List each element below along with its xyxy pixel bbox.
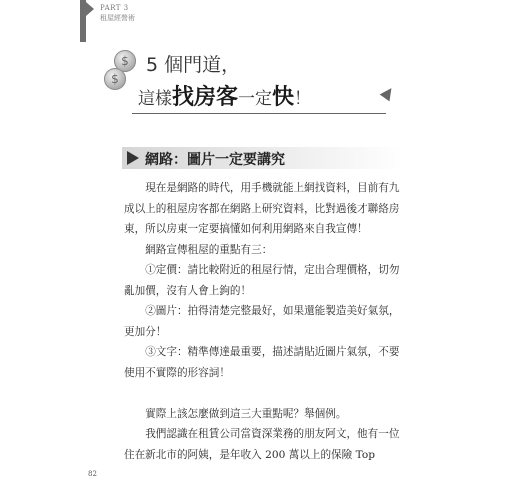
chapter-title-line2 — [138, 80, 311, 111]
coins-icon — [104, 50, 138, 90]
title-emphasis-1: 找房客 — [172, 85, 239, 110]
paragraph: ①定價：請比較附近的租屋行情，定出合理價格，切勿亂加價，沒有人會上鉤的！ — [124, 264, 400, 297]
title-prefix: 這樣 — [138, 89, 172, 109]
title-emphasis-2: 快 — [272, 85, 295, 110]
paragraph: ③文字：精準傳達最重要，描述請貼近圖片氣氛，不要使用不實際的形容詞！ — [124, 346, 400, 379]
chapter-title-line1: 5 個門道， — [146, 54, 241, 76]
page-number: 82 — [88, 470, 97, 478]
title-middle: 一定 — [238, 89, 273, 109]
section-title: 網路：圖片一定要講究 — [145, 152, 285, 168]
title-end: ！ — [294, 89, 312, 109]
coin-icon: $ — [114, 50, 136, 72]
title-arrow-icon — [380, 85, 397, 102]
paragraph: 我們認識在租賃公司當資深業務的朋友阿文，他有一位住在新北市的阿姨，是年收入 200 萬以上的保險 Top — [124, 428, 400, 461]
part-subtitle: 租屋經營術 — [100, 14, 135, 22]
paragraph: 實際上該怎麼做到這三大重點呢？舉個例。 — [145, 407, 347, 420]
section-triangle-icon — [127, 151, 139, 165]
part-label: PART 3 — [100, 4, 129, 12]
paragraph: 網路宣傳租屋的重點有三： — [145, 243, 273, 256]
paragraph: 現在是網路的時代，用手機就能上網找資料，目前有九成以上的租屋房客都在網路上研究資料，比對過後才聯絡房東，所以房東一定要搞懂如何利用網路來自我宣傳！ — [124, 182, 400, 235]
title-underline — [132, 113, 386, 114]
coin-icon: $ — [104, 68, 126, 90]
paragraph: ②圖片：拍得清楚完整最好，如果還能製造美好氣氛，更加分！ — [124, 305, 400, 338]
paragraph-spacer — [124, 383, 404, 404]
body-text — [124, 178, 404, 465]
part-corner-chevron — [86, 2, 94, 16]
